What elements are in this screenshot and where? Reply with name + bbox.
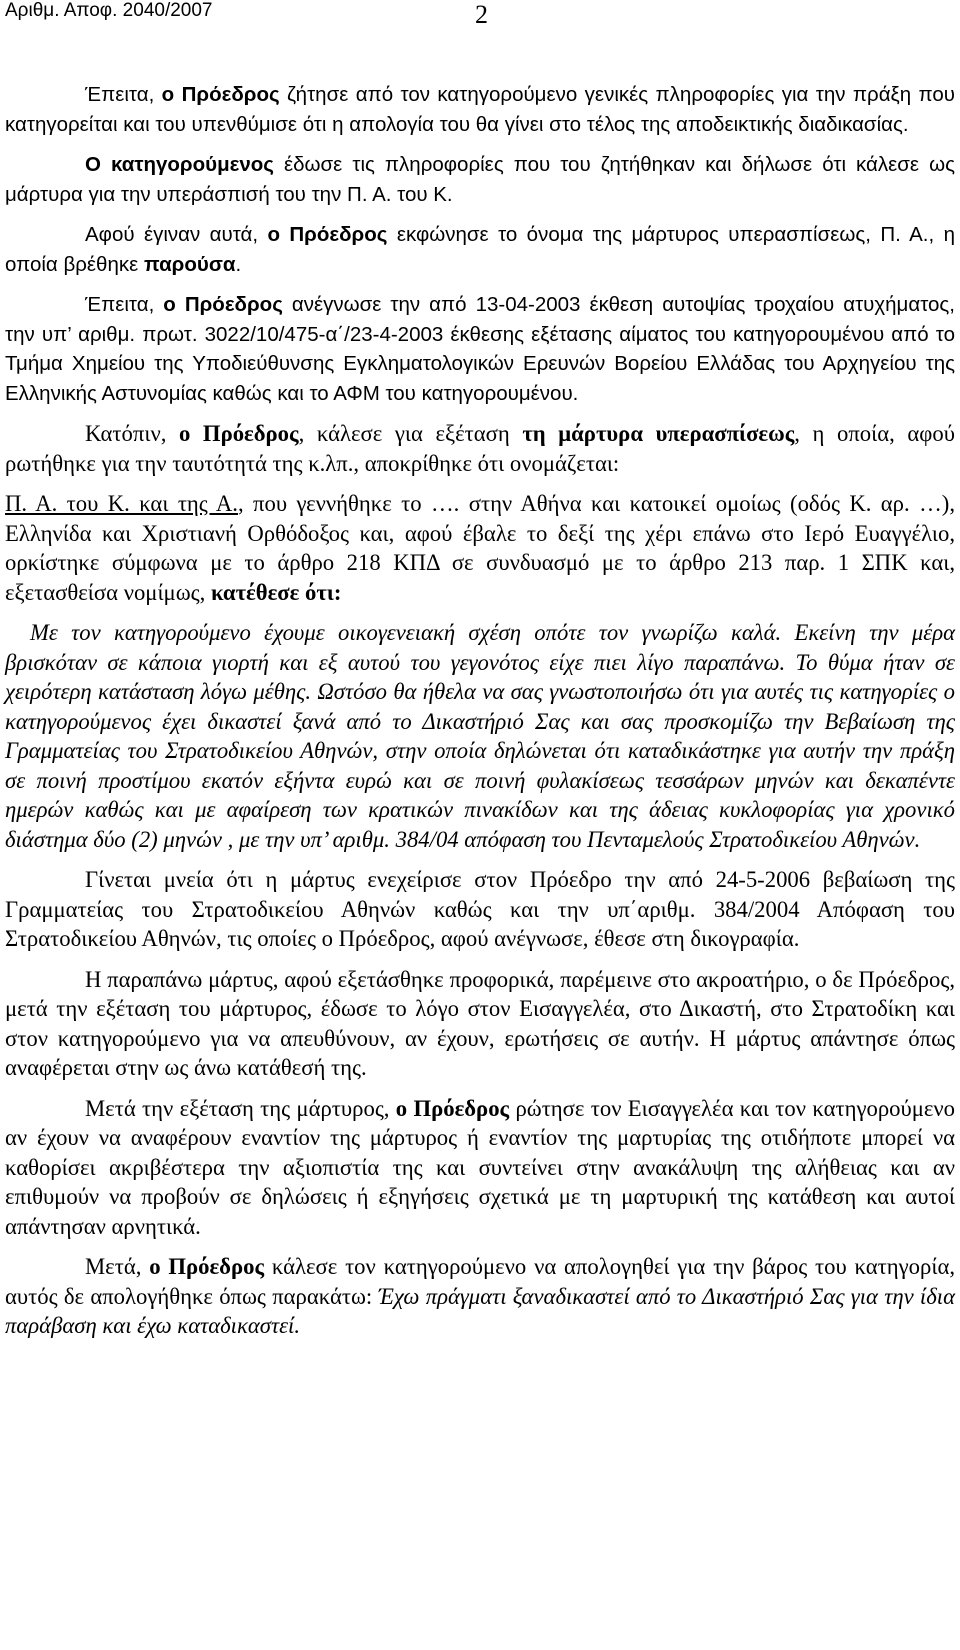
paragraph-certificate-mention: Γίνεται μνεία ότι η μάρτυς ενεχείρισε στον Πρόεδρο την από 24-5-2006 βεβαίωση της Γραμματείας του Στρατοδικείου Αθηνών καθώς και την υπ΄αριθμ. 384/2004 Απόφαση του Στρατοδικείου Αθηνών, τις οποίες ο Πρόεδρος, αφού ανέγνωσε, έθεσε στη δικογραφία. (5, 867, 955, 951)
paragraph-witness-testimony: Με τον κατηγορούμενο έχουμε οικογενειακή σχέση οπότε τον γνωρίζω καλά. Εκείνη την μέρα βρισκόταν σε κάποια γιορτή και εξ αυτού του γεγονότος είχε πιει λίγο παραπάνω. Το θύμα ήταν σε χειρότερη κατάσταση λόγω μέθης. Ωστόσο θα ήθελα να σας γνωστοποιήσω ότι για αυτές τις κατηγορίες ο κατηγορούμενος έχει δικαστεί ξανά από το Δικαστήριό Σας και σας προσκομίζω την Βεβαίωση της Γραμματείας του Στρατοδικείου Αθηνών, στην οποία δηλώνεται ότι καταδικάστηκε για αυτήν την πράξη σε ποινή προστίμου εκατόν εξήντα ευρώ και σε ποινή φυλακίσεως τεσσάρων μηνών και δεκαπέντε ημερών καθώς και με αφαίρεση των κρατικών πινακίδων και της άδειας κυκλοφορίας για χρονικό διάστημα δύο (2) μηνών , με την υπ’ αριθμ. 384/04 απόφαση του Πενταμελούς Στρατοδικείου Αθηνών. (5, 620, 955, 852)
paragraph-president-questions: Έπειτα, ο Πρόεδρος ζήτησε από τον κατηγορούμενο γενικές πληροφορίες για την πράξη που κατηγορείται και του υπενθύμισε ότι η απολογία του θα γίνει στο τέλος της αποδεικτικής διαδικασίας. (5, 83, 955, 136)
paragraph-witness-identity: Π. Α. του Κ. και της Α., που γεννήθηκε το …. στην Αθήνα και κατοικεί ομοίως (οδός Κ. αρ. …), Ελληνίδα και Χριστιανή Ορθόδοξος και, αφού έβαλε το δεξί της χέρι επάνω στο Ιερό Ευαγγέλιο, ορκίστηκε σύμφωνα με το άρθρο 218 ΚΠΔ σε συνδυασμό με το άρθρο 213 παρ. 1 ΣΠΚ και, εξετασθείσα νομίμως, κατέθεσε ότι: (5, 491, 955, 605)
paragraph-questions-to-witness: Η παραπάνω μάρτυς, αφού εξετάσθηκε προφορικά, παρέμεινε στο ακροατήριο, ο δε Πρόεδρος, μετά την εξέταση του μάρτυρος, έδωσε το λόγο στον Εισαγγελέα, στο Δικαστή, στο Στρατοδίκη και στον κατηγορούμενο για να απευθύνουν, αν έχουν, ερωτήσεις σε αυτήν. Η μάρτυς απάντησε όπως αναφέρεται στην ως άνω κατάθεσή της. (5, 966, 955, 1080)
paragraph-defendant-apology: Μετά, ο Πρόεδρος κάλεσε τον κατηγορούμενο να απολογηθεί για την βάρος του κατηγορία, αυτός δε απολογήθηκε όπως παρακάτω: Έχω πράγματι ξαναδικαστεί από το Δικαστήριό Σας για την ίδια παράβαση και έχω καταδικαστεί. (5, 1254, 955, 1338)
page-number: 2 (475, 0, 488, 29)
document-body (5, 80, 955, 1352)
paragraph-defendant-statement: Ο κατηγορούμενος έδωσε τις πληροφορίες που του ζητήθηκαν και δήλωσε ότι κάλεσε ως μάρτυρα για την υπεράσπισή του την Π. Α. του Κ. (5, 153, 955, 206)
document-page (5, 0, 955, 1650)
decision-number: Αριθμ. Αποφ. 2040/2007 (5, 0, 213, 21)
paragraph-witness-called: Αφού έγιναν αυτά, ο Πρόεδρος εκφώνησε το όνομα της μάρτυρος υπερασπίσεως, Π. Α., η οποία βρέθηκε παρούσα. (5, 223, 955, 276)
paragraph-documents-read: Έπειτα, ο Πρόεδρος ανέγνωσε την από 13-04-2003 έκθεση αυτοψίας τροχαίου ατυχήματος, την υπ’ αριθμ. πρωτ. 3022/10/475-α΄/23-4-2003 έκθεσης εξέτασης αίματος του κατηγορουμένου από το Τμήμα Χημείου της Υποδιεύθυνσης Εγκληματολογικών Ερευνών Βορείου Ελλάδας του Αρχηγείου της Ελληνικής Αστυνομίας καθώς και το ΑΦΜ του κατηγορουμένου. (5, 293, 955, 405)
page-header (5, 0, 955, 30)
paragraph-credibility-question: Μετά την εξέταση της μάρτυρος, ο Πρόεδρος ρώτησε τον Εισαγγελέα και τον κατηγορούμενο αν έχουν να αναφέρουν εναντίον της μάρτυρος ή εναντίον της μαρτυρίας της οτιδήποτε μπορεί να καθορίσει ακριβέστερα την αξιοπιστία της και συντείνει στην ανακάλυψη της αλήθειας και αν επιθυμούν να προβούν σε δηλώσεις ή εξηγήσεις σχετικά με τη μαρτυρική της κατάθεση και αυτοί απάντησαν αρνητικά. (5, 1095, 956, 1239)
paragraph-witness-examination: Κατόπιν, ο Πρόεδρος, κάλεσε για εξέταση τη μάρτυρα υπερασπίσεως, η οποία, αφού ρωτήθηκε για την ταυτότητά της κ.λπ., αποκρίθηκε ότι ονομάζεται: (5, 421, 955, 476)
